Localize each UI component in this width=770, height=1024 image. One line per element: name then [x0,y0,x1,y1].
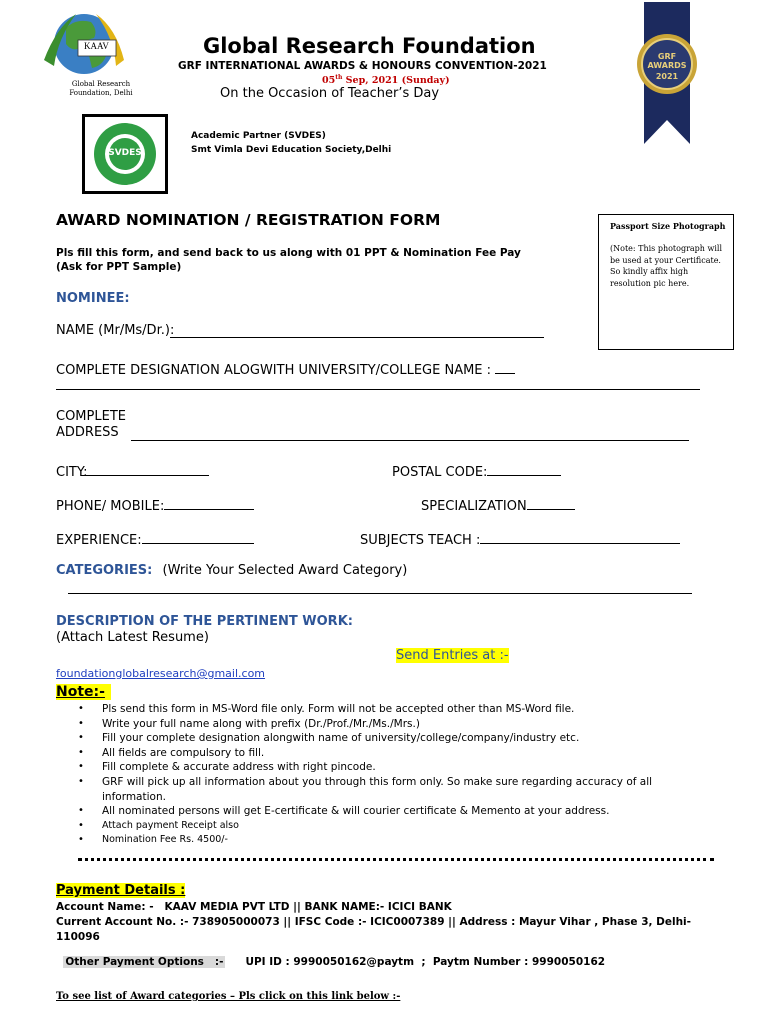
svdes-logo [82,114,168,194]
other-payment-value: UPI ID : 9990050162@paytm ; Paytm Number : 9990050162 [245,956,606,968]
notes-heading: Note:- [56,684,111,700]
postal-field[interactable] [392,461,561,480]
form-instruction-1: Pls fill this form, and send back to us along with 01 PPT & Nomination Fee Pay [56,247,521,259]
subjects-field[interactable] [360,529,680,548]
city-field[interactable] [56,461,209,480]
grf-awards-badge [624,2,710,144]
categories-link-text[interactable]: To see list of Award categories – Pls click on this link below :- [56,991,401,1002]
address-input-line[interactable] [131,440,689,441]
subjects-label: SUBJECTS TEACH : [360,533,481,548]
name-input-line[interactable]: : [170,323,544,338]
note-item: • Nomination Fee Rs. 4500/- [56,833,716,848]
designation-line-2[interactable] [56,389,700,390]
photo-box-note: (Note: This photograph will be used at your Certificate. So kindly affix high resolution pic here. [610,244,722,288]
event-date: 05th Sep, 2021 (Sunday) [322,74,450,87]
note-item: • Pls send this form in MS-Word file only. Form will not be accepted other than MS-Word file. [56,702,716,717]
specialization-label: SPECIALIZATION [421,499,527,514]
send-entries-label: Send Entries at :- [396,648,509,663]
badge-year: 2021 [655,72,679,81]
form-title: AWARD NOMINATION / REGISTRATION FORM [56,211,441,229]
experience-field[interactable] [56,529,254,548]
form-instruction-2: (Ask for PPT Sample) [56,261,182,273]
other-payment-label: Other Payment Options :- [65,956,224,968]
name-field[interactable] [56,323,544,338]
notes-list [56,702,716,848]
specialization-input-line[interactable] [527,495,575,510]
categories-field [56,563,407,578]
passport-photo-box[interactable] [598,214,734,350]
page-title: Global Research Foundation [203,34,536,58]
note-item: • Attach payment Receipt also [56,819,716,834]
partner-line-2: Smt Vimla Devi Education Society,Delhi [191,145,392,155]
description-hint: (Attach Latest Resume) [56,630,209,645]
dotted-separator [78,858,714,861]
partner-line-1: Academic Partner (SVDES) [191,131,326,141]
city-input-line[interactable] [81,461,209,476]
logo-caption: Global Research Foundation, Delhi [69,80,133,97]
designation-input-line[interactable] [495,359,515,374]
categories-input-line[interactable] [68,593,692,594]
postal-input-line[interactable] [487,461,561,476]
city-label: CITY: [56,465,88,480]
phone-field[interactable] [56,495,254,514]
note-item: • Fill complete & accurate address with right pincode. [56,760,716,775]
experience-label: EXPERIENCE: [56,533,142,548]
note-item: • GRF will pick up all information about you through this form only. So make sure regarding accuracy of all information. [56,775,716,804]
specialization-field[interactable] [421,495,575,514]
postal-label: POSTAL CODE: [392,465,488,480]
phone-input-line[interactable] [164,495,254,510]
note-item: • All fields are compulsory to fill. [56,746,716,761]
categories-heading: CATEGORIES: [56,563,153,578]
convention-subtitle: GRF INTERNATIONAL AWARDS & HONOURS CONVENTION-2021 [178,60,547,72]
description-heading: DESCRIPTION OF THE PERTINENT WORK: [56,614,353,629]
designation-field[interactable] [56,359,515,378]
badge-text: GRF AWARDS [647,52,687,70]
note-item: • All nominated persons will get E-certificate & will courier certificate & Memento at your address. [56,804,716,819]
experience-input-line[interactable] [142,529,254,544]
email-link[interactable]: foundationglobalresearch@gmail.com [56,667,266,680]
logo-text: KAAV [84,41,109,51]
payment-bank-line: Current Account No. :- 738905000073 || IFSC Code :- ICIC0007389 || Address : Mayur Vihar , Phase 3, Delhi-110096 [56,916,692,943]
subjects-input-line[interactable] [480,529,680,544]
occasion-text: On the Occasion of Teacher’s Day [220,86,440,101]
address-label: COMPLETE ADDRESS [56,409,126,440]
grf-logo [36,8,136,100]
other-payment-options [56,944,605,968]
note-item: • Fill your complete designation alongwith name of university/college/company/industry etc. [56,731,716,746]
categories-hint: (Write Your Selected Award Category) [162,563,408,578]
svdes-logo-text: SVDES [108,148,142,158]
payment-heading: Payment Details : [56,883,186,898]
photo-box-title: Passport Size Photograph [610,221,726,231]
nominee-heading: NOMINEE: [56,291,130,306]
name-label: NAME (Mr/Ms/Dr.) [56,323,170,338]
phone-label: PHONE/ MOBILE: [56,499,165,514]
note-item: • Write your full name along with prefix (Dr./Prof./Mr./Ms./Mrs.) [56,717,716,732]
designation-label: COMPLETE DESIGNATION ALOGWITH UNIVERSITY/COLLEGE NAME : [56,363,492,378]
payment-account-line: Account Name: - KAAV MEDIA PVT LTD || BANK NAME:- ICICI BANK [56,901,452,913]
